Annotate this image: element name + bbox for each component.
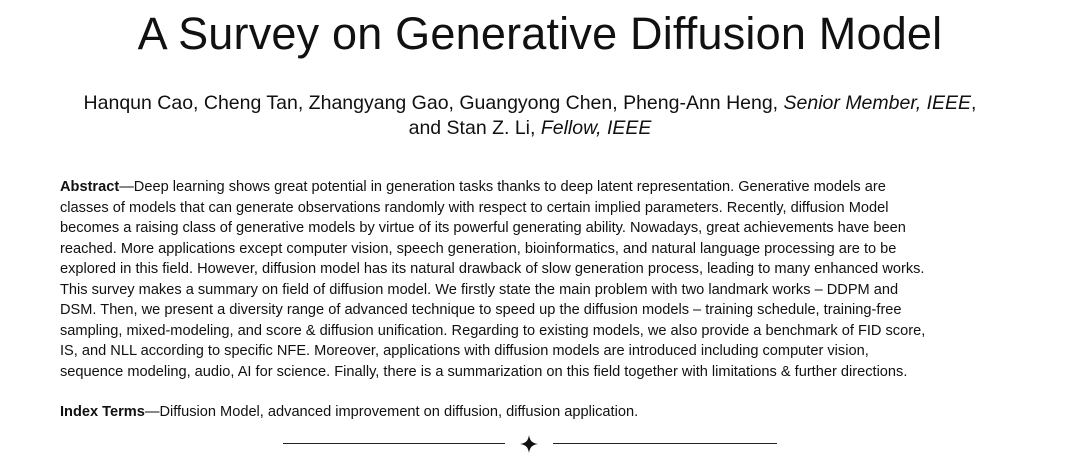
section-divider-right bbox=[553, 443, 777, 444]
divider-diamond-icon bbox=[519, 434, 539, 454]
abstract-label: Abstract bbox=[60, 179, 120, 195]
abstract-line: reached. More applications except computer vision, speech generation, bioinformatics, and natural language processing are to be bbox=[60, 240, 897, 257]
index-terms-text: —Diffusion Model, advanced improvement on diffusion, diffusion application. bbox=[144, 404, 639, 420]
author-list bbox=[0, 91, 1060, 141]
author-names-1: Hanqun Cao, Cheng Tan, Zhangyang Gao, Guangyong Chen, Pheng-Ann Heng, bbox=[83, 92, 784, 114]
abstract-line: sequence modeling, audio, AI for science. Finally, there is a summarization on this field together with limitations & further directions. bbox=[60, 363, 908, 380]
abstract-line: explored in this field. However, diffusion model has its natural drawback of slow generation process, leading to many enhanced works. bbox=[60, 261, 925, 277]
section-divider-left bbox=[283, 443, 505, 444]
abstract-line: classes of models that can generate observations randomly with respect to certain implied parameters. Recently, diffusion Model bbox=[60, 199, 889, 216]
author-membership-2: Fellow, IEEE bbox=[540, 117, 652, 139]
abstract-line: DSM. Then, we present a diversity range of advanced technique to speed up the diffusion models – training schedule, training-free bbox=[60, 302, 902, 318]
abstract-line: IS, and NLL according to specific NFE. Moreover, applications with diffusion models are introduced including computer vision, bbox=[60, 343, 869, 359]
index-terms-label: Index Terms bbox=[60, 404, 145, 420]
abstract-text: —Deep learning shows great potential in generation tasks thanks to deep latent representation. Generative models are bbox=[119, 179, 886, 195]
author-line-1 bbox=[0, 91, 1060, 116]
abstract-line: becomes a raising class of generative models by virtue of its powerful generating ability. Nowadays, great achievements have been bbox=[60, 220, 906, 236]
paper-title: A Survey on Generative Diffusion Model bbox=[137, 8, 943, 59]
author-line-1-end: , bbox=[971, 92, 977, 114]
author-line-2 bbox=[0, 116, 1060, 141]
abstract-line bbox=[60, 177, 1060, 198]
abstract-line: sampling, mixed-modeling, and score & diffusion unification. Regarding to existing models, we also provide a benchmark of FID score, bbox=[60, 322, 926, 339]
author-names-2: and Stan Z. Li, bbox=[408, 117, 541, 139]
index-terms bbox=[60, 402, 1060, 423]
abstract bbox=[60, 177, 1060, 382]
abstract-line: This survey makes a summary on field of diffusion model. We firstly state the main problem with two landmark works – DDPM and bbox=[60, 281, 899, 298]
author-membership-1: Senior Member, IEEE bbox=[783, 92, 972, 114]
